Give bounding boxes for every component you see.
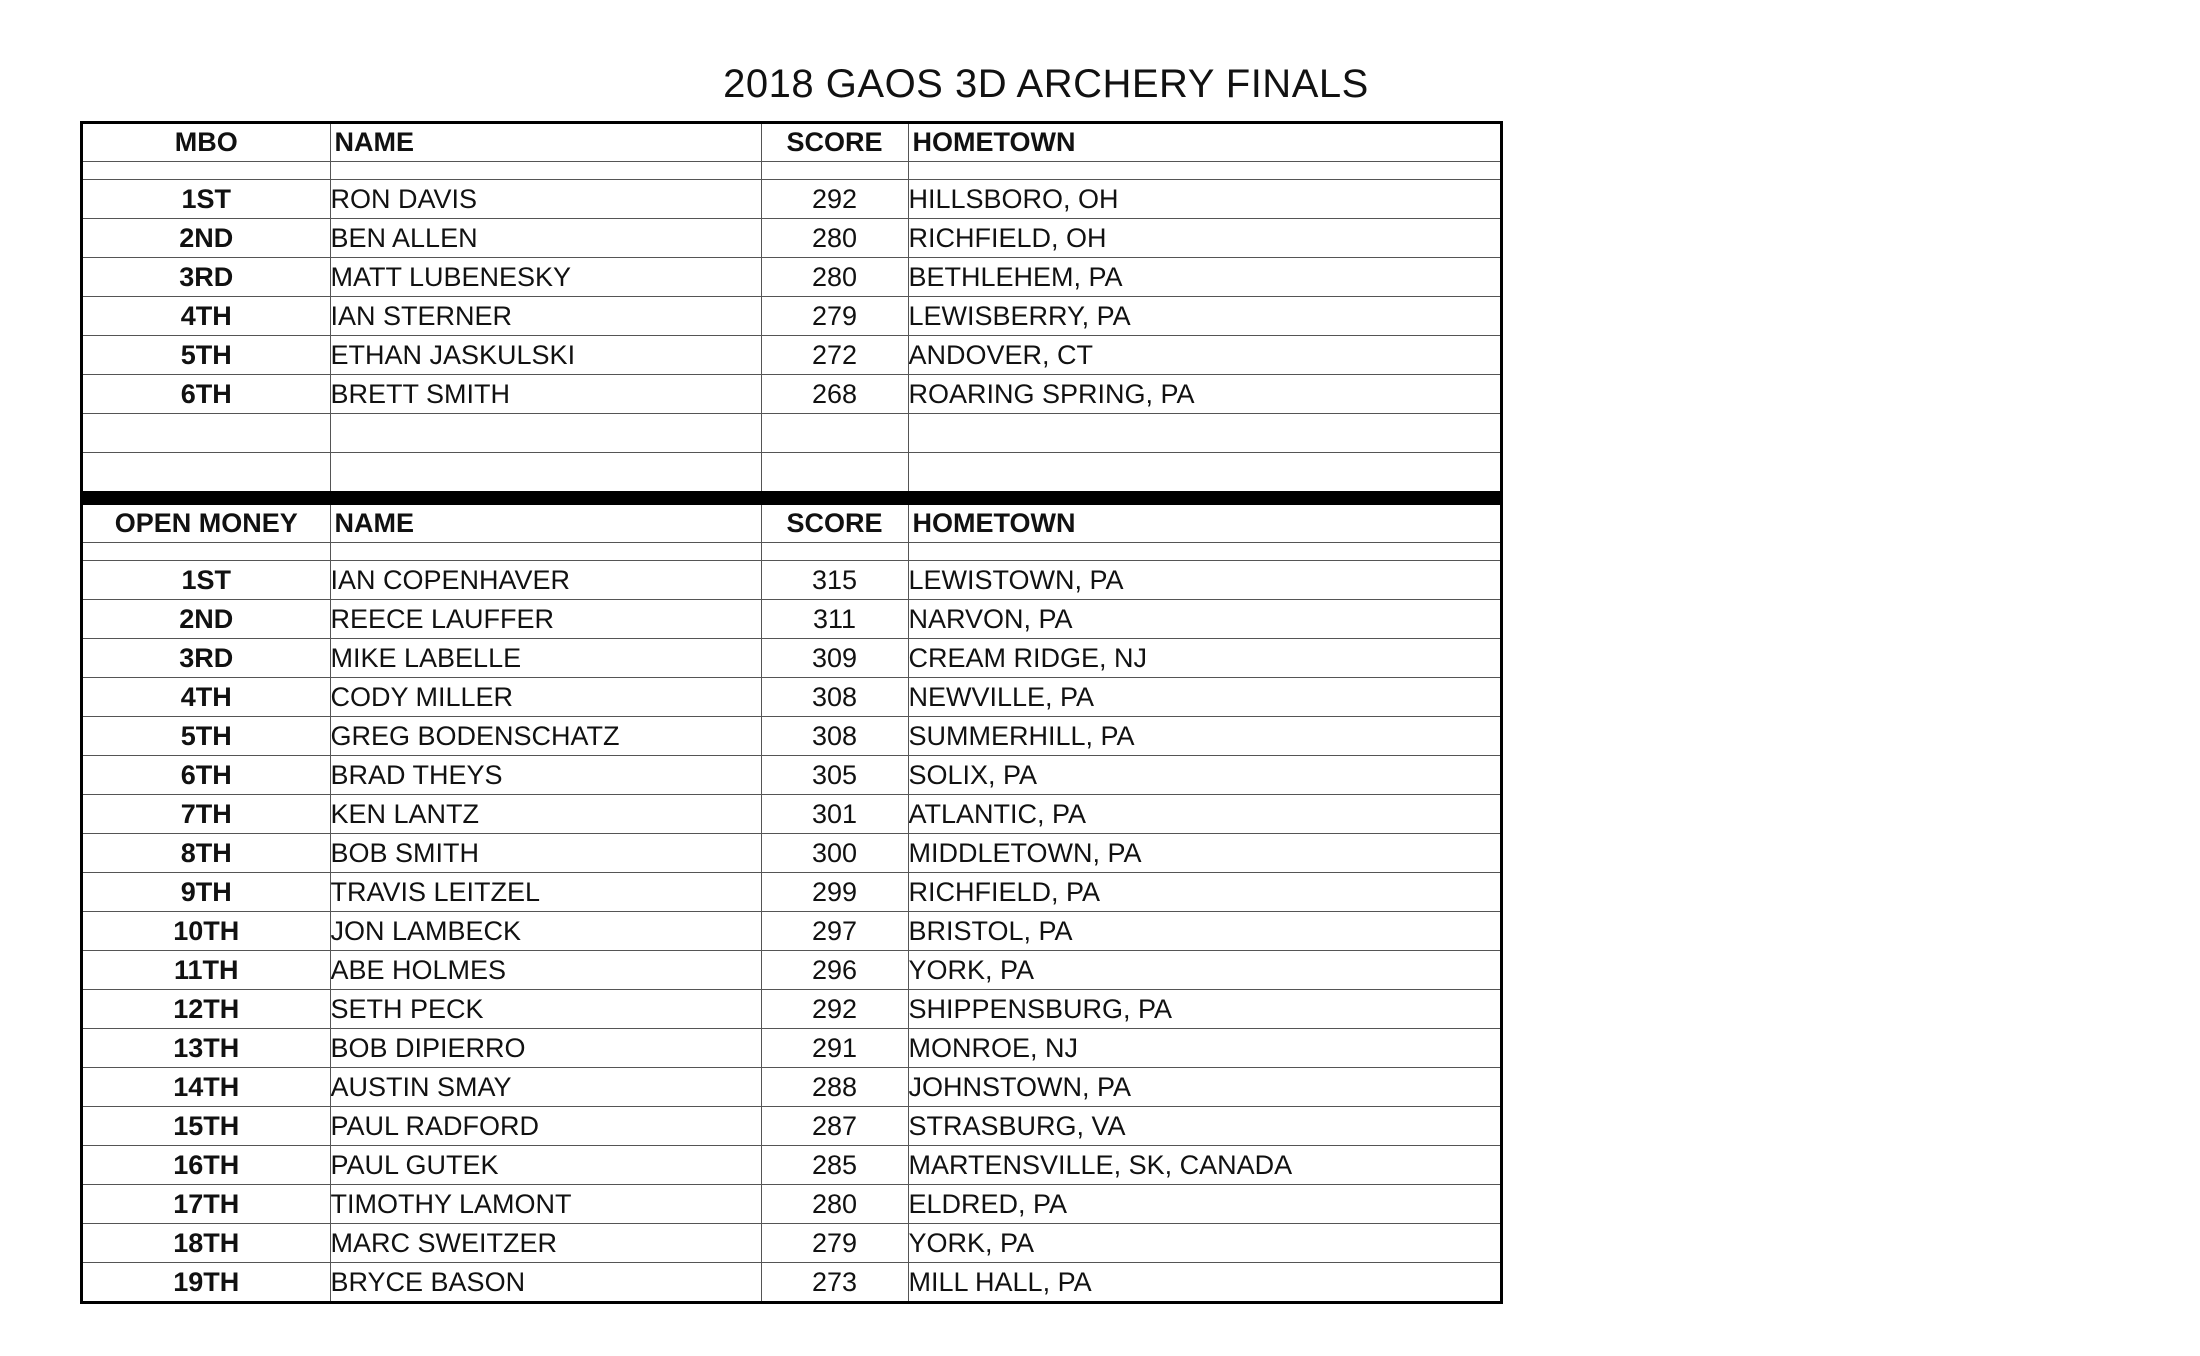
- result-row: [83, 297, 1500, 336]
- name-cell: TIMOTHY LAMONT: [330, 1185, 761, 1224]
- place-cell: 6TH: [83, 375, 330, 414]
- hometown-cell: SUMMERHILL, PA: [908, 717, 1500, 756]
- spacer-row: [83, 162, 1500, 180]
- hometown-column-header: HOMETOWN: [908, 124, 1500, 162]
- result-row: [83, 375, 1500, 414]
- place-cell: 3RD: [83, 639, 330, 678]
- name-cell: BOB DIPIERRO: [330, 1029, 761, 1068]
- name-cell: AUSTIN SMAY: [330, 1068, 761, 1107]
- hometown-column-header: HOMETOWN: [908, 505, 1500, 543]
- score-cell: 272: [761, 336, 908, 375]
- score-cell: 268: [761, 375, 908, 414]
- name-cell: SETH PECK: [330, 990, 761, 1029]
- result-row: [83, 180, 1500, 219]
- empty-row: [83, 414, 1500, 453]
- name-cell: MARC SWEITZER: [330, 1224, 761, 1263]
- place-cell: 9TH: [83, 873, 330, 912]
- result-row: [83, 1146, 1500, 1185]
- result-row: [83, 1107, 1500, 1146]
- score-cell: 315: [761, 561, 908, 600]
- place-cell: 5TH: [83, 717, 330, 756]
- mbo-results-table: [83, 124, 1500, 491]
- result-row: [83, 219, 1500, 258]
- name-cell: BEN ALLEN: [330, 219, 761, 258]
- hometown-cell: ELDRED, PA: [908, 1185, 1500, 1224]
- hometown-cell: BRISTOL, PA: [908, 912, 1500, 951]
- score-cell: 300: [761, 834, 908, 873]
- name-cell: ETHAN JASKULSKI: [330, 336, 761, 375]
- score-cell: 280: [761, 1185, 908, 1224]
- result-row: [83, 1263, 1500, 1302]
- name-cell: BRETT SMITH: [330, 375, 761, 414]
- score-cell: 299: [761, 873, 908, 912]
- result-row: [83, 561, 1500, 600]
- score-cell: 292: [761, 990, 908, 1029]
- result-row: [83, 258, 1500, 297]
- place-cell: 15TH: [83, 1107, 330, 1146]
- name-cell: REECE LAUFFER: [330, 600, 761, 639]
- score-cell: 296: [761, 951, 908, 990]
- result-row: [83, 639, 1500, 678]
- result-row: [83, 873, 1500, 912]
- result-row: [83, 795, 1500, 834]
- section-divider: [83, 491, 1500, 505]
- name-cell: TRAVIS LEITZEL: [330, 873, 761, 912]
- place-cell: 1ST: [83, 561, 330, 600]
- name-cell: JON LAMBECK: [330, 912, 761, 951]
- result-row: [83, 951, 1500, 990]
- place-cell: 14TH: [83, 1068, 330, 1107]
- hometown-cell: YORK, PA: [908, 951, 1500, 990]
- result-row: [83, 1029, 1500, 1068]
- place-cell: 8TH: [83, 834, 330, 873]
- hometown-cell: NEWVILLE, PA: [908, 678, 1500, 717]
- place-cell: 19TH: [83, 1263, 330, 1302]
- hometown-cell: BETHLEHEM, PA: [908, 258, 1500, 297]
- name-column-header: NAME: [330, 505, 761, 543]
- place-cell: 3RD: [83, 258, 330, 297]
- result-row: [83, 1185, 1500, 1224]
- place-cell: 12TH: [83, 990, 330, 1029]
- score-column-header: SCORE: [761, 124, 908, 162]
- place-cell: 17TH: [83, 1185, 330, 1224]
- score-cell: 292: [761, 180, 908, 219]
- hometown-cell: SHIPPENSBURG, PA: [908, 990, 1500, 1029]
- score-cell: 305: [761, 756, 908, 795]
- name-cell: IAN COPENHAVER: [330, 561, 761, 600]
- name-cell: CODY MILLER: [330, 678, 761, 717]
- place-cell: 13TH: [83, 1029, 330, 1068]
- hometown-cell: NARVON, PA: [908, 600, 1500, 639]
- name-cell: GREG BODENSCHATZ: [330, 717, 761, 756]
- name-cell: BRAD THEYS: [330, 756, 761, 795]
- place-cell: 10TH: [83, 912, 330, 951]
- score-cell: 287: [761, 1107, 908, 1146]
- name-cell: BRYCE BASON: [330, 1263, 761, 1302]
- result-row: [83, 1068, 1500, 1107]
- hometown-cell: YORK, PA: [908, 1224, 1500, 1263]
- place-cell: 5TH: [83, 336, 330, 375]
- hometown-cell: RICHFIELD, PA: [908, 873, 1500, 912]
- name-cell: KEN LANTZ: [330, 795, 761, 834]
- score-cell: 311: [761, 600, 908, 639]
- score-column-header: SCORE: [761, 505, 908, 543]
- hometown-cell: STRASBURG, VA: [908, 1107, 1500, 1146]
- place-cell: 4TH: [83, 678, 330, 717]
- result-row: [83, 756, 1500, 795]
- hometown-cell: ANDOVER, CT: [908, 336, 1500, 375]
- score-cell: 279: [761, 297, 908, 336]
- result-row: [83, 834, 1500, 873]
- place-cell: 4TH: [83, 297, 330, 336]
- place-cell: 16TH: [83, 1146, 330, 1185]
- empty-row: [83, 453, 1500, 492]
- hometown-cell: JOHNSTOWN, PA: [908, 1068, 1500, 1107]
- hometown-cell: ROARING SPRING, PA: [908, 375, 1500, 414]
- name-column-header: NAME: [330, 124, 761, 162]
- score-cell: 291: [761, 1029, 908, 1068]
- score-cell: 308: [761, 717, 908, 756]
- spacer-row: [83, 543, 1500, 561]
- place-cell: 1ST: [83, 180, 330, 219]
- score-cell: 309: [761, 639, 908, 678]
- place-cell: 6TH: [83, 756, 330, 795]
- score-cell: 280: [761, 258, 908, 297]
- hometown-cell: LEWISTOWN, PA: [908, 561, 1500, 600]
- hometown-cell: RICHFIELD, OH: [908, 219, 1500, 258]
- name-cell: PAUL GUTEK: [330, 1146, 761, 1185]
- hometown-cell: MIDDLETOWN, PA: [908, 834, 1500, 873]
- place-cell: 7TH: [83, 795, 330, 834]
- name-cell: PAUL RADFORD: [330, 1107, 761, 1146]
- name-cell: MATT LUBENESKY: [330, 258, 761, 297]
- place-cell: 11TH: [83, 951, 330, 990]
- place-cell: 2ND: [83, 600, 330, 639]
- result-row: [83, 990, 1500, 1029]
- hometown-cell: LEWISBERRY, PA: [908, 297, 1500, 336]
- place-cell: 2ND: [83, 219, 330, 258]
- result-row: [83, 600, 1500, 639]
- name-cell: IAN STERNER: [330, 297, 761, 336]
- hometown-cell: ATLANTIC, PA: [908, 795, 1500, 834]
- division-header: OPEN MONEY: [114, 508, 298, 538]
- score-cell: 288: [761, 1068, 908, 1107]
- score-cell: 280: [761, 219, 908, 258]
- hometown-cell: MARTENSVILLE, SK, CANADA: [908, 1146, 1500, 1185]
- division-header: MBO: [174, 127, 238, 157]
- place-cell: 18TH: [83, 1224, 330, 1263]
- result-row: [83, 912, 1500, 951]
- result-row: [83, 336, 1500, 375]
- page-title: 2018 GAOS 3D ARCHERY FINALS: [723, 62, 1369, 106]
- name-cell: MIKE LABELLE: [330, 639, 761, 678]
- hometown-cell: SOLIX, PA: [908, 756, 1500, 795]
- mbo-header-row: [83, 124, 1500, 162]
- score-cell: 273: [761, 1263, 908, 1302]
- name-cell: BOB SMITH: [330, 834, 761, 873]
- score-cell: 297: [761, 912, 908, 951]
- result-row: [83, 717, 1500, 756]
- score-cell: 308: [761, 678, 908, 717]
- result-row: [83, 1224, 1500, 1263]
- hometown-cell: CREAM RIDGE, NJ: [908, 639, 1500, 678]
- name-cell: ABE HOLMES: [330, 951, 761, 990]
- score-cell: 285: [761, 1146, 908, 1185]
- hometown-cell: HILLSBORO, OH: [908, 180, 1500, 219]
- hometown-cell: MILL HALL, PA: [908, 1263, 1500, 1302]
- hometown-cell: MONROE, NJ: [908, 1029, 1500, 1068]
- score-cell: 301: [761, 795, 908, 834]
- result-row: [83, 678, 1500, 717]
- results-sheet: [80, 121, 1503, 1304]
- score-cell: 279: [761, 1224, 908, 1263]
- name-cell: RON DAVIS: [330, 180, 761, 219]
- open-money-results-table: [83, 505, 1500, 1301]
- open-money-header-row: [83, 505, 1500, 543]
